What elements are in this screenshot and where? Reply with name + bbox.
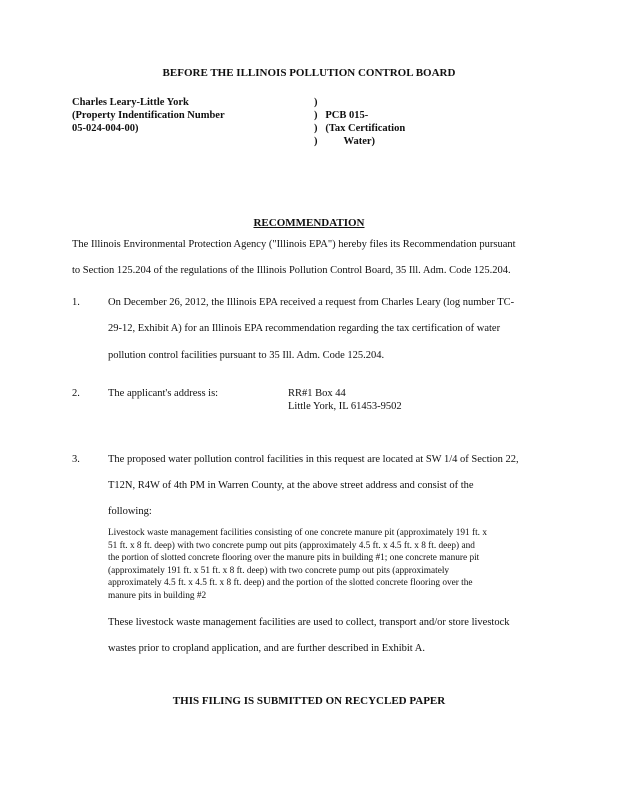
intro-line: to Section 125.204 of the regulations of the Illinois Pollution Control Board, 35 Ill. Adm. Code 125.204. bbox=[72, 265, 511, 276]
paragraph-3-line: The proposed water pollution control facilities in this request are located at SW 1/4 of Section 22, bbox=[108, 454, 519, 465]
paragraph-1-line: 29-12, Exhibit A) for an Illinois EPA recommendation regarding the tax certification of water bbox=[108, 323, 501, 334]
facility-description bbox=[108, 527, 487, 602]
caption-docket-line: ) Water) bbox=[314, 136, 376, 147]
facility-description-line: approximately 4.5 ft. x 4.5 ft. x 8 ft. deep) and the portion of the slotted concrete flooring over the bbox=[108, 578, 473, 588]
address-line: RR#1 Box 44 bbox=[288, 388, 346, 399]
caption-party-line: 05-024-004-00) bbox=[72, 123, 139, 134]
document-heading: BEFORE THE ILLINOIS POLLUTION CONTROL BOARD bbox=[162, 67, 456, 79]
paragraph-1-line: pollution control facilities pursuant to 35 Ill. Adm. Code 125.204. bbox=[108, 350, 385, 361]
caption-party-line: Charles Leary-Little York bbox=[72, 97, 189, 108]
caption-party-block bbox=[72, 96, 225, 135]
recycled-paper-notice: THIS FILING IS SUBMITTED ON RECYCLED PAPER bbox=[172, 695, 446, 707]
paragraph-3-line: T12N, R4W of 4th PM in Warren County, at the above street address and consist of the bbox=[108, 480, 474, 491]
paragraph-3-line: following: bbox=[108, 506, 152, 517]
paragraph-number: 3. bbox=[72, 454, 80, 465]
facility-description-line: the portion of slotted concrete flooring over the manure pits in building #1; one concrete manure pit bbox=[108, 553, 480, 563]
caption-docket-line: ) PCB 015- bbox=[314, 110, 369, 121]
address-line: Little York, IL 61453-9502 bbox=[288, 401, 402, 412]
facility-description-line: Livestock waste management facilities consisting of one concrete manure pit (approximately 191 ft. x bbox=[108, 528, 487, 538]
caption-paren: ) bbox=[314, 97, 318, 108]
address-label: The applicant's address is: bbox=[108, 388, 219, 399]
caption-docket-block bbox=[314, 96, 405, 148]
closing-line: wastes prior to cropland application, and are further described in Exhibit A. bbox=[108, 643, 425, 654]
caption-docket-line: ) (Tax Certification bbox=[314, 123, 406, 134]
facility-description-line: (approximately 191 ft. x 51 ft. x 8 ft. deep) with two concrete pump out pits (approximately bbox=[108, 565, 450, 576]
paragraph-1-line: On December 26, 2012, the Illinois EPA received a request from Charles Leary (log number TC- bbox=[108, 297, 515, 308]
document-title: RECOMMENDATION bbox=[253, 217, 365, 229]
intro-line: The Illinois Environmental Protection Agency ("Illinois EPA") hereby files its Recommendation pursuant bbox=[72, 239, 516, 250]
facility-description-line: manure pits in building #2 bbox=[108, 590, 207, 601]
paragraph-number: 2. bbox=[72, 388, 80, 399]
caption-party-line: (Property Indentification Number bbox=[72, 110, 225, 121]
facility-description-line: 51 ft. x 8 ft. deep) with two concrete pump out pits (approximately 4.5 ft. x 4.5 ft. x 8 ft. deep) and bbox=[108, 540, 475, 551]
closing-line: These livestock waste management facilities are used to collect, transport and/or store livestock bbox=[108, 617, 510, 628]
paragraph-number: 1. bbox=[72, 297, 80, 308]
